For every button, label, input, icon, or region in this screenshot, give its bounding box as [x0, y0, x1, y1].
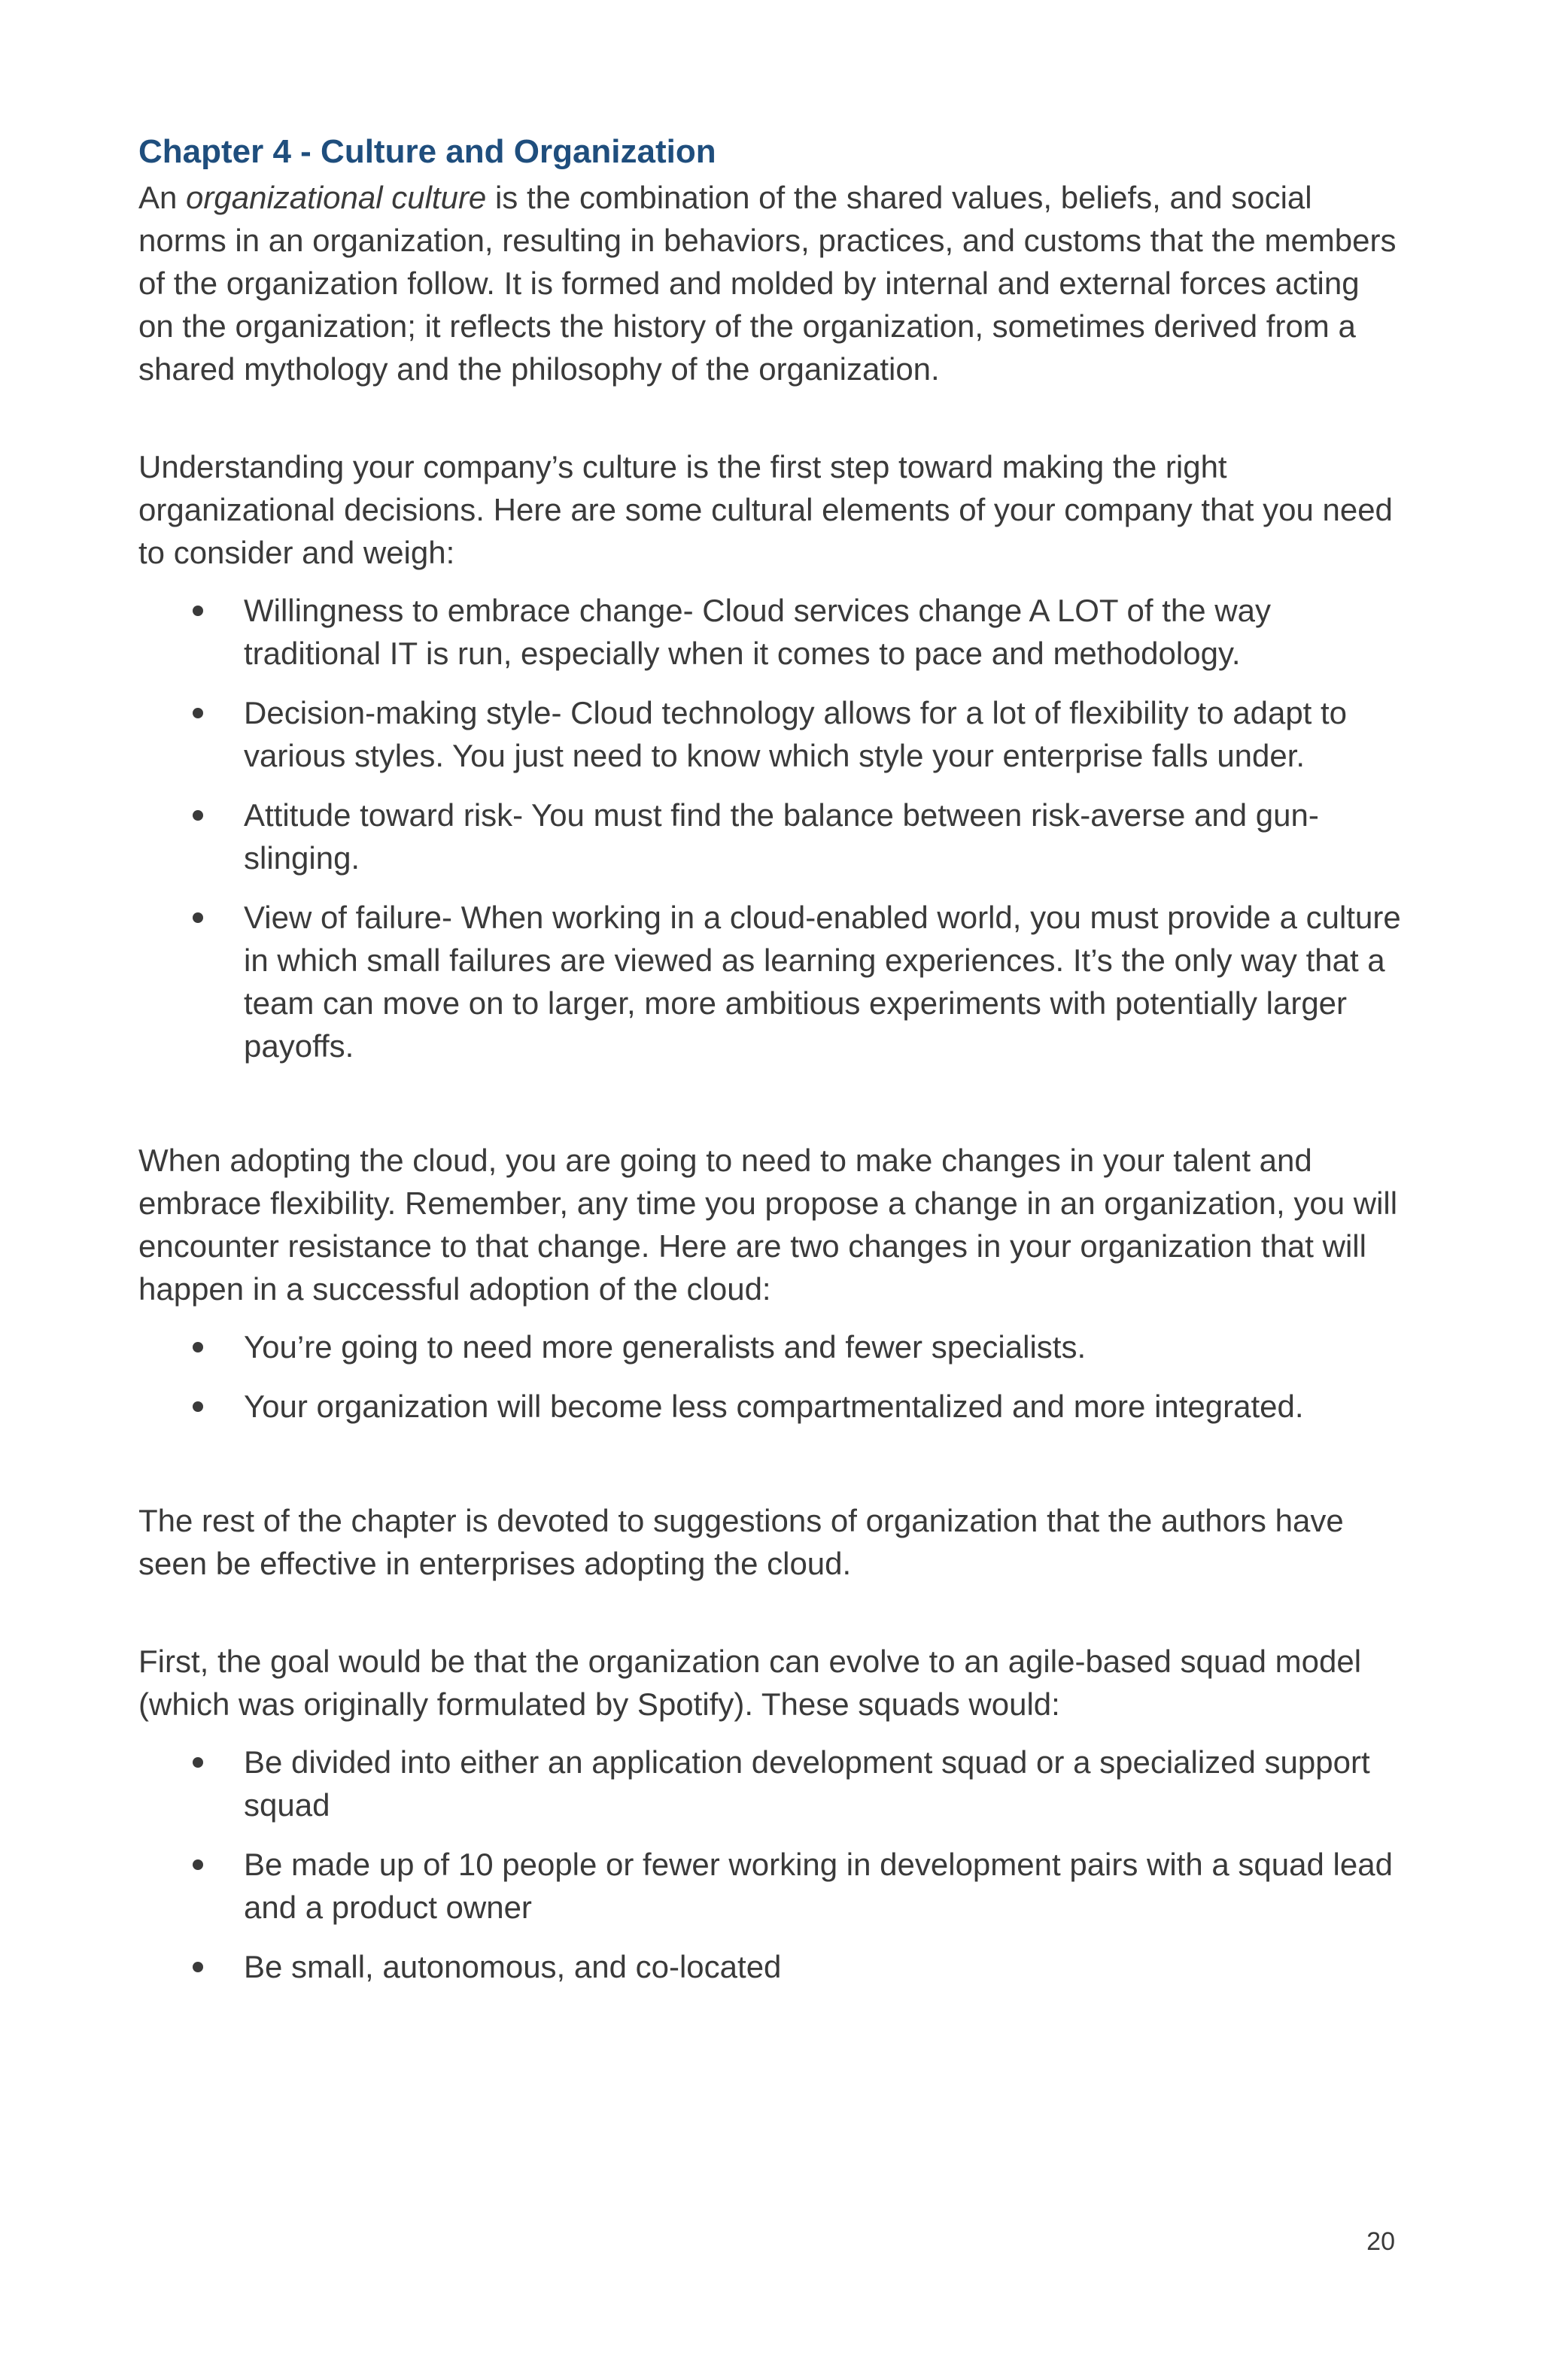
bullet-icon — [193, 810, 203, 821]
bullet-icon — [193, 1859, 203, 1870]
intro-rest: is the combination of the shared values, beliefs, and social norms in an organization, resulting in behaviors, practices, and customs that the members of the organization follow. It is formed and molded by internal and external forces acting on the organization; it reflects the history of the organization, sometimes derived from a shared mythology and the philosophy of the organization. — [138, 180, 1397, 387]
list-item — [138, 589, 1403, 675]
cultural-elements-list — [138, 589, 1403, 1067]
intro-paragraph — [138, 176, 1403, 390]
bullet-icon — [193, 912, 203, 923]
list-item-text: Attitude toward risk- You must find the balance between risk-averse and gun-slinging. — [244, 797, 1319, 876]
spacer — [138, 1084, 1403, 1139]
list-item — [138, 1741, 1403, 1826]
bullet-icon — [193, 708, 203, 718]
intro-lead: An — [138, 180, 187, 215]
talent-paragraph: When adopting the cloud, you are going to need to make changes in your talent and embrace flexibility. Remember, any time you propose a change in an organization, you will encounter resistance to that change. Here are two changes in your organization that will happen in a successful adoption of the cloud: — [138, 1143, 1398, 1307]
list-item-text: Be small, autonomous, and co-located — [244, 1949, 782, 1984]
list-item — [138, 1325, 1403, 1368]
list-item-text: View of failure- When working in a cloud-enabled world, you must provide a culture in which small failures are viewed as learning experiences. It’s the only way that a team can move on to larger, more ambitious experiments with potentially larger payoffs. — [244, 900, 1401, 1064]
list-item — [138, 1843, 1403, 1929]
bullet-icon — [193, 1757, 203, 1768]
spacer — [138, 1444, 1403, 1499]
intro-term: organizational culture — [186, 180, 487, 215]
list-item — [138, 896, 1403, 1067]
squad-model-paragraph: First, the goal would be that the organization can evolve to an agile-based squad model (which was originally formulated by Spotify). These squads would: — [138, 1644, 1362, 1722]
chapter-title: Chapter 4 - Culture and Organization — [138, 133, 716, 170]
list-item — [138, 691, 1403, 777]
list-item-text: Your organization will become less compartmentalized and more integrated. — [244, 1389, 1304, 1424]
bullet-icon — [193, 606, 203, 616]
list-item-text: You’re going to need more generalists and fewer specialists. — [244, 1329, 1087, 1365]
list-item-text: Be divided into either an application development squad or a specialized support squad — [244, 1744, 1370, 1823]
squads-list — [138, 1741, 1403, 1988]
list-item — [138, 1945, 1403, 1988]
page-number: 20 — [1366, 2227, 1395, 2256]
bullet-icon — [193, 1401, 203, 1412]
page-content — [138, 128, 1403, 2005]
culture-paragraph: Understanding your company’s culture is the first step toward making the right organizational decisions. Here are some cultural elements of your company that you need to consider and weigh: — [138, 449, 1393, 570]
spacer — [138, 390, 1403, 445]
list-item-text: Be made up of 10 people or fewer working in development pairs with a squad lead and a product owner — [244, 1847, 1393, 1925]
bullet-icon — [193, 1962, 203, 1972]
spacer — [138, 1585, 1403, 1640]
list-item — [138, 1385, 1403, 1428]
bullet-icon — [193, 1342, 203, 1352]
list-item-text: Willingness to embrace change- Cloud services change A LOT of the way traditional IT is run, especially when it comes to pace and methodology. — [244, 593, 1271, 671]
list-item — [138, 794, 1403, 879]
changes-list — [138, 1325, 1403, 1428]
list-item-text: Decision-making style- Cloud technology allows for a lot of flexibility to adapt to various styles. You just need to know which style your enterprise falls under. — [244, 695, 1348, 773]
chapter-overview-paragraph: The rest of the chapter is devoted to suggestions of organization that the authors have seen be effective in enterprises adopting the cloud. — [138, 1503, 1344, 1581]
